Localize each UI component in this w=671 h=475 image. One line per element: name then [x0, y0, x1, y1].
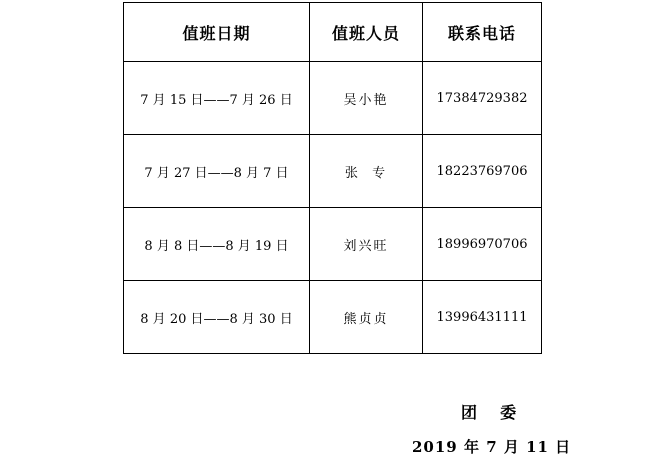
table-row: [124, 62, 542, 135]
duty-person-cell: 张 专: [310, 135, 423, 208]
table-row: [124, 135, 542, 208]
signature-date: 2019 年 7 月 11 日: [412, 438, 572, 456]
duty-person-cell: 吴小艳: [310, 62, 423, 135]
duty-person-cell: 刘兴旺: [310, 208, 423, 281]
phone-cell: 18223769706: [423, 135, 542, 208]
duty-date-cell: 8 月 20 日——8 月 30 日: [124, 281, 310, 354]
duty-date-cell: 8 月 8 日——8 月 19 日: [124, 208, 310, 281]
table-row: [124, 281, 542, 354]
phone-cell: 18996970706: [423, 208, 542, 281]
signature-organization: 团 委: [461, 403, 521, 422]
phone-cell: 17384729382: [423, 62, 542, 135]
header-duty-date: 值班日期: [124, 3, 310, 62]
table-header-row: [124, 3, 542, 62]
header-contact-phone: 联系电话: [423, 3, 542, 62]
duty-date-cell: 7 月 27 日——8 月 7 日: [124, 135, 310, 208]
header-duty-person: 值班人员: [310, 3, 423, 62]
duty-roster-table: [123, 2, 542, 354]
table-row: [124, 208, 542, 281]
duty-date-cell: 7 月 15 日——7 月 26 日: [124, 62, 310, 135]
duty-person-cell: 熊贞贞: [310, 281, 423, 354]
phone-cell: 13996431111: [423, 281, 542, 354]
